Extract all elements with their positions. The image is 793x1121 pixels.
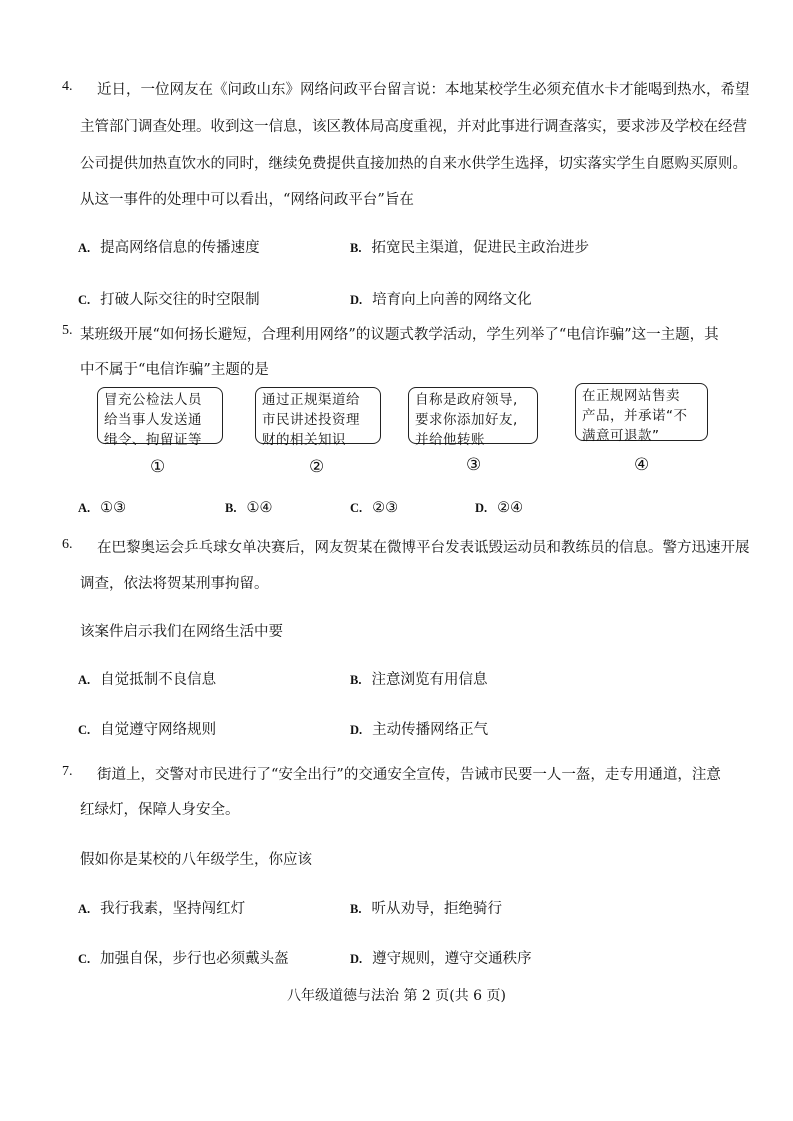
q5-stem-line-1: 某班级开展“如何扬长避短，合理利用网络”的议题式教学活动，学生列举了“电信诈骗”这一主题，其 bbox=[80, 327, 719, 343]
q5-card-1 bbox=[97, 387, 223, 448]
card-line: 满意可退款” bbox=[582, 428, 660, 444]
q5-card-2 bbox=[255, 387, 381, 448]
q4-stem-line-4: 从这一事件的处理中可以看出，“网络问政平台”旨在 bbox=[80, 192, 414, 208]
option-text: ②④ bbox=[497, 500, 524, 516]
card-line: 要求你添加好友, bbox=[415, 412, 518, 428]
card-line: 产品，并承诺“不 bbox=[582, 408, 688, 424]
q5-card-4 bbox=[575, 383, 708, 444]
q6-option-a[interactable] bbox=[78, 668, 216, 689]
option-letter: C. bbox=[78, 952, 91, 966]
option-text: 听从劝导，拒绝骑行 bbox=[371, 901, 502, 917]
q6-option-d[interactable] bbox=[350, 718, 488, 739]
option-letter: A. bbox=[78, 501, 91, 515]
option-text: ①③ bbox=[100, 500, 127, 516]
option-text: ①④ bbox=[246, 500, 273, 516]
q5-card-4-label: ④ bbox=[634, 455, 650, 475]
option-letter: C. bbox=[78, 293, 91, 307]
option-text: 注意浏览有用信息 bbox=[371, 672, 488, 688]
page-footer: 八年级道德与法治 第 2 页(共 6 页) bbox=[287, 988, 506, 1004]
card-line: 通过正规渠道给 bbox=[262, 392, 360, 408]
q7-option-c[interactable] bbox=[78, 947, 289, 968]
card-line: 市民讲述投资理 bbox=[262, 412, 360, 428]
q4-option-a[interactable] bbox=[78, 236, 260, 257]
q4-option-b[interactable] bbox=[350, 236, 589, 257]
q6-number: 6. bbox=[62, 537, 73, 552]
q6-stem-line-2: 调查，依法将贺某刑事拘留。 bbox=[80, 576, 269, 592]
q7-number: 7. bbox=[62, 764, 73, 779]
option-letter: A. bbox=[78, 673, 91, 687]
option-text: 加强自保，步行也必须戴头盔 bbox=[100, 951, 289, 967]
option-text: ②③ bbox=[372, 500, 399, 516]
option-text: 自觉遵守网络规则 bbox=[100, 722, 217, 738]
option-text: 遵守规则，遵守交通秩序 bbox=[372, 951, 532, 967]
option-text: 自觉抵制不良信息 bbox=[100, 672, 217, 688]
card-line: 自称是政府领导, bbox=[415, 392, 518, 408]
q6-stem-line-3: 该案件启示我们在网络生活中要 bbox=[80, 624, 283, 640]
option-text: 主动传播网络正气 bbox=[372, 722, 489, 738]
option-text: 提高网络信息的传播速度 bbox=[100, 240, 260, 256]
q5-option-d[interactable] bbox=[475, 500, 523, 516]
option-letter: B. bbox=[350, 902, 362, 916]
q5-card-1-label: ① bbox=[150, 457, 166, 477]
option-letter: B. bbox=[350, 673, 362, 687]
q7-option-a[interactable] bbox=[78, 897, 245, 918]
option-letter: A. bbox=[78, 902, 91, 916]
q5-option-c[interactable] bbox=[350, 500, 398, 516]
card-line: 财的相关知识 bbox=[262, 432, 346, 448]
q5-card-2-label: ② bbox=[309, 457, 325, 477]
card-line: 缉令、拘留证等 bbox=[104, 432, 202, 448]
q4-stem-line-3: 公司提供加热直饮水的同时，继续免费提供直接加热的自来水供学生选择，切实落实学生自愿购买原则。 bbox=[80, 156, 747, 172]
q5-option-b[interactable] bbox=[225, 500, 272, 516]
card-line: 冒充公检法人员 bbox=[104, 392, 202, 408]
card-line: 给当事人发送通 bbox=[104, 412, 202, 428]
card-line: 并给他转账 bbox=[415, 432, 485, 448]
q4-stem-line-2: 主管部门调查处理。收到这一信息，该区教体局高度重视，并对此事进行调查落实，要求涉及学校在经营 bbox=[80, 119, 747, 135]
q7-option-b[interactable] bbox=[350, 897, 502, 918]
q5-card-3-label: ③ bbox=[466, 455, 482, 475]
q5-option-a[interactable] bbox=[78, 500, 126, 516]
q6-option-c[interactable] bbox=[78, 718, 216, 739]
option-letter: C. bbox=[78, 723, 91, 737]
q6-stem-line-1: 在巴黎奥运会乒乓球女单决赛后，网友贺某在微博平台发表诋毁运动员和教练员的信息。警方迅速开展 bbox=[97, 540, 750, 556]
q5-stem-line-2: 中不属于“电信诈骗”主题的是 bbox=[80, 362, 269, 378]
option-letter: C. bbox=[350, 501, 363, 515]
q5-card-3 bbox=[408, 387, 538, 448]
option-text: 拓宽民主渠道，促进民主政治进步 bbox=[371, 240, 589, 256]
q7-stem-line-3: 假如你是某校的八年级学生，你应该 bbox=[80, 852, 312, 868]
q4-option-c[interactable] bbox=[78, 288, 260, 309]
q7-stem-line-1: 街道上，交警对市民进行了“安全出行”的交通安全宣传，告诫市民要一人一盔，走专用通道，注意 bbox=[97, 767, 721, 783]
option-text: 打破人际交往的时空限制 bbox=[100, 292, 260, 308]
q4-stem-line-1: 近日，一位网友在《问政山东》网络问政平台留言说：本地某校学生必须充值水卡才能喝到热水，希望 bbox=[97, 82, 750, 98]
option-text: 我行我素，坚持闯红灯 bbox=[100, 901, 246, 917]
option-letter: D. bbox=[350, 723, 363, 737]
option-letter: B. bbox=[350, 241, 362, 255]
option-letter: D. bbox=[475, 501, 488, 515]
option-text: 培育向上向善的网络文化 bbox=[372, 292, 532, 308]
q7-stem-line-2: 红绿灯，保障人身安全。 bbox=[80, 802, 240, 818]
option-letter: A. bbox=[78, 241, 91, 255]
q4-option-d[interactable] bbox=[350, 288, 532, 309]
q4-number: 4. bbox=[62, 79, 73, 94]
option-letter: B. bbox=[225, 501, 237, 515]
option-letter: D. bbox=[350, 293, 363, 307]
q6-option-b[interactable] bbox=[350, 668, 487, 689]
q5-number: 5. bbox=[62, 323, 73, 338]
card-line: 在正规网站售卖 bbox=[582, 388, 680, 404]
q7-option-d[interactable] bbox=[350, 947, 532, 968]
option-letter: D. bbox=[350, 952, 363, 966]
